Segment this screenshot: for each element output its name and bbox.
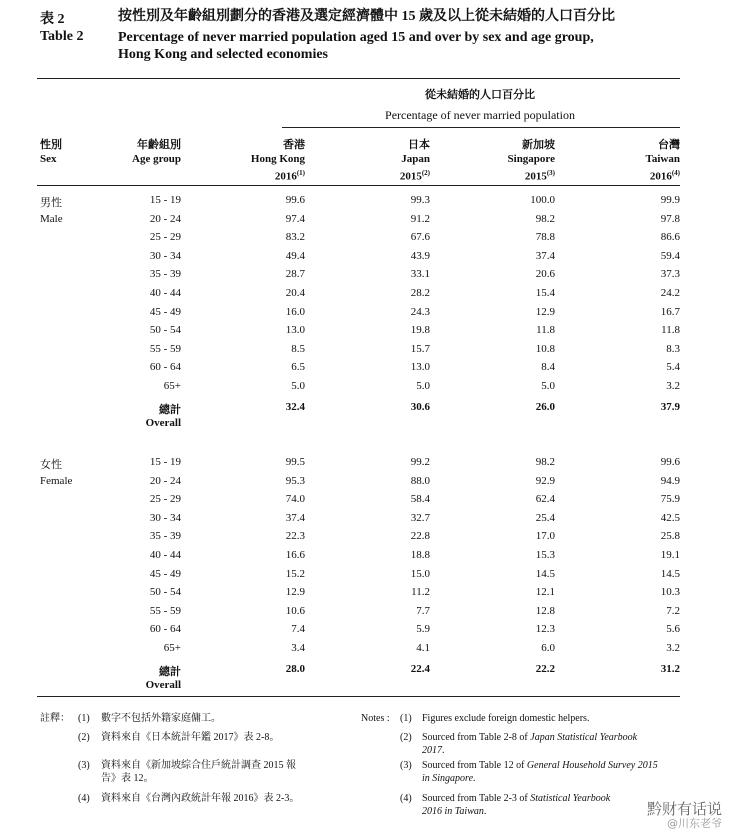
table-cell: 19.1 <box>660 549 680 561</box>
note-text-en <box>422 759 682 785</box>
title-zh: 按性別及年齡組別劃分的香港及選定經濟體中 15 歲及以上從未結婚的人口百分比 <box>118 9 615 24</box>
column-header-en: Singapore <box>507 153 555 165</box>
column-header-year <box>330 166 430 184</box>
column-year: 2016 <box>649 170 672 183</box>
table-cell: 97.4 <box>285 212 305 225</box>
table-cell: 4.1 <box>416 642 430 654</box>
table-cell: 14.5 <box>535 567 555 580</box>
table-cell: 97.8 <box>660 212 680 225</box>
age-group: 25 - 29 <box>149 493 181 506</box>
table-cell: 37.4 <box>285 511 305 524</box>
age-group: 35 - 39 <box>149 268 181 281</box>
table-cell: 42.5 <box>660 511 680 524</box>
column-note-ref: (4) <box>671 169 680 177</box>
overall-cell: 26.0 <box>535 400 555 413</box>
bottom-rule <box>37 696 680 697</box>
table-cell: 6.5 <box>291 361 305 374</box>
column-note-ref: (2) <box>421 169 430 177</box>
note-text-en-line <box>422 792 682 805</box>
watermark-text: 黔财有话说 <box>646 800 722 818</box>
age-group: 50 - 54 <box>149 586 181 599</box>
title-en-line1: Percentage of never married population aged 15 and over by sex and age group, <box>118 30 594 45</box>
note-number-zh: (4) <box>78 793 90 804</box>
table-cell: 3.4 <box>291 642 305 654</box>
table-cell: 6.0 <box>541 642 555 654</box>
column-header-2 <box>455 138 555 184</box>
sex-label-zh: 男性 <box>40 197 62 209</box>
age-group: 15 - 19 <box>149 194 181 206</box>
note-text-plain: Sourced from Table 12 of <box>422 760 527 771</box>
table-cell: 95.3 <box>285 474 305 487</box>
table-cell: 5.0 <box>291 380 305 392</box>
age-group: 55 - 59 <box>149 342 181 355</box>
table-cell: 8.3 <box>666 342 680 355</box>
note-text-plain: . <box>473 773 476 784</box>
table-cell: 16.6 <box>285 549 305 561</box>
table-cell: 67.6 <box>410 231 430 244</box>
overall-cell: 30.6 <box>410 400 430 413</box>
overall-cell: 37.9 <box>660 400 680 413</box>
note-number-en: (2) <box>400 732 412 743</box>
table-cell: 43.9 <box>410 249 430 262</box>
column-header-3 <box>580 138 680 184</box>
column-header-zh: 台灣 <box>658 139 680 151</box>
age-group: 25 - 29 <box>149 231 181 244</box>
note-text-italic: Statistical Yearbook <box>530 793 611 804</box>
table-cell: 37.3 <box>660 268 680 281</box>
table-cell: 37.4 <box>535 249 555 262</box>
note-text-plain: . <box>442 745 445 756</box>
age-group: 35 - 39 <box>149 530 181 543</box>
note-text-italic: in Singapore <box>422 773 474 784</box>
note-text-plain: . <box>483 806 487 817</box>
age-group: 45 - 49 <box>149 567 181 580</box>
table-cell: 75.9 <box>660 493 680 506</box>
note-text-zh-line: 資料來自《新加坡綜合住戶統計調查 2015 報 <box>101 760 296 771</box>
table-cell: 20.4 <box>285 287 305 299</box>
table-label-en: Table 2 <box>40 29 84 44</box>
table-cell: 88.0 <box>410 474 430 487</box>
column-header-en: Taiwan <box>645 153 680 165</box>
table-cell: 98.2 <box>535 212 555 225</box>
age-group: 20 - 24 <box>149 474 181 487</box>
table-cell: 28.7 <box>285 268 305 281</box>
table-cell: 62.4 <box>535 493 555 506</box>
note-text-en-line <box>422 759 682 772</box>
note-text-en <box>422 712 682 725</box>
table-cell: 20.6 <box>535 268 555 281</box>
note-text-zh <box>101 792 326 805</box>
table-cell: 11.8 <box>536 324 555 337</box>
column-header-0 <box>205 138 305 184</box>
age-header-zh: 年齡組別 <box>137 139 181 151</box>
table-cell: 12.9 <box>285 586 305 599</box>
overall-label-en: Overall <box>145 678 181 691</box>
note-text-zh-line: 資料來自《台灣內政統計年報 2016》表 2-3。 <box>101 793 300 804</box>
note-text-en-line2 <box>422 772 682 785</box>
note-text-italic: 2017 <box>422 745 442 756</box>
table-cell: 86.6 <box>660 231 680 244</box>
table-cell: 5.4 <box>666 361 680 374</box>
age-group: 60 - 64 <box>149 623 181 636</box>
table-cell: 22.8 <box>410 530 430 543</box>
table-cell: 24.3 <box>410 305 430 318</box>
note-text-plain: Sourced from Table 2-8 of <box>422 732 531 743</box>
overall-label-zh: 總計 <box>159 665 181 678</box>
table-cell: 10.3 <box>660 586 680 599</box>
table-cell: 28.2 <box>410 287 430 299</box>
table-cell: 8.4 <box>541 361 555 374</box>
note-number-en: (4) <box>400 793 412 804</box>
age-header-en: Age group <box>132 153 181 165</box>
table-cell: 14.5 <box>660 567 680 580</box>
overall-label-zh: 總計 <box>159 403 181 416</box>
note-text-italic: General Household Survey 2015 <box>526 760 658 771</box>
table-cell: 8.5 <box>291 342 305 355</box>
table-cell: 19.8 <box>410 324 430 337</box>
column-header-zh: 香港 <box>283 139 305 151</box>
table-cell: 3.2 <box>666 642 680 654</box>
sex-label-en: Male <box>40 212 63 225</box>
column-year: 2015 <box>524 170 547 183</box>
note-text-plain: Figures exclude foreign domestic helpers. <box>422 713 590 724</box>
table-cell: 11.8 <box>661 324 680 337</box>
table-cell: 58.4 <box>410 493 430 506</box>
span-header-rule <box>282 127 680 128</box>
table-cell: 3.2 <box>666 380 680 392</box>
table-cell: 22.3 <box>285 530 305 543</box>
table-cell: 32.7 <box>410 511 430 524</box>
table-cell: 99.3 <box>410 194 430 206</box>
table-cell: 94.9 <box>660 474 680 487</box>
column-year: 2016 <box>274 170 297 183</box>
column-note-ref: (1) <box>296 169 305 177</box>
table-cell: 15.0 <box>410 567 430 580</box>
table-cell: 13.0 <box>285 324 305 337</box>
span-header-zh: 從未結婚的人口百分比 <box>425 89 535 101</box>
table-cell: 15.7 <box>410 342 430 355</box>
title-en-line2: Hong Kong and selected economies <box>118 47 328 62</box>
note-text-zh-line: 資料來自《日本統計年鑑 2017》表 2-8。 <box>101 732 280 743</box>
table-cell: 5.6 <box>666 623 680 636</box>
table-cell: 5.0 <box>541 380 555 392</box>
note-text-zh-line: 數字不包括外籍家庭傭工。 <box>101 713 221 724</box>
column-header-year <box>205 166 305 184</box>
table-cell: 59.4 <box>660 249 680 262</box>
column-header-zh: 新加坡 <box>522 139 555 151</box>
table-cell: 99.6 <box>660 456 680 468</box>
age-group: 30 - 34 <box>149 511 181 524</box>
overall-cell: 32.4 <box>285 400 305 413</box>
table-cell: 91.2 <box>410 212 430 225</box>
table-label-zh: 表 2 <box>40 12 65 27</box>
note-text-italic: Japan Statistical Yearbook <box>530 732 638 743</box>
column-header-year <box>580 166 680 184</box>
table-cell: 100.0 <box>530 194 555 206</box>
table-cell: 25.8 <box>660 530 680 543</box>
note-number-en: (3) <box>400 760 412 771</box>
table-cell: 10.8 <box>535 342 555 355</box>
table-cell: 5.9 <box>416 623 430 636</box>
column-header-zh: 日本 <box>408 139 430 151</box>
age-group: 30 - 34 <box>149 249 181 262</box>
sex-label-en: Female <box>40 474 73 487</box>
table-cell: 83.2 <box>285 231 305 244</box>
note-text-en <box>422 731 682 757</box>
table-cell: 78.8 <box>535 231 555 244</box>
notes-label-en: Notes : <box>361 713 390 724</box>
column-year: 2015 <box>399 170 422 183</box>
column-header-en: Japan <box>401 153 430 165</box>
table-cell: 74.0 <box>285 493 305 506</box>
overall-cell: 22.2 <box>535 662 555 675</box>
notes-label-zh: 註釋： <box>40 713 70 724</box>
table-cell: 7.2 <box>666 604 680 617</box>
table-cell: 5.0 <box>416 380 430 392</box>
table-cell: 12.1 <box>535 586 555 599</box>
table-cell: 10.6 <box>285 604 305 617</box>
table-cell: 12.3 <box>535 623 555 636</box>
sex-label-zh: 女性 <box>40 459 62 471</box>
note-text-italic: 2016 in Taiwan <box>422 806 484 817</box>
note-text-en-line <box>422 712 682 725</box>
column-note-ref: (3) <box>546 169 555 177</box>
sex-header-en: Sex <box>40 153 57 165</box>
column-header-1 <box>330 138 430 184</box>
table-cell: 33.1 <box>410 268 430 281</box>
table-cell: 49.4 <box>285 249 305 262</box>
table-cell: 7.4 <box>291 623 305 636</box>
table-cell: 18.8 <box>410 549 430 561</box>
table-cell: 12.8 <box>535 604 555 617</box>
age-group: 40 - 44 <box>149 549 181 561</box>
table-cell: 99.9 <box>660 194 680 206</box>
note-number-zh: (2) <box>78 732 90 743</box>
overall-cell: 22.4 <box>410 662 430 675</box>
top-rule <box>37 78 680 79</box>
note-text-zh <box>101 731 326 744</box>
column-header-year <box>455 166 555 184</box>
age-group: 65+ <box>163 380 181 392</box>
span-header-en: Percentage of never married population <box>385 108 575 122</box>
table-cell: 15.3 <box>535 549 555 561</box>
age-group: 50 - 54 <box>149 324 181 337</box>
overall-cell: 28.0 <box>285 662 305 675</box>
table-cell: 7.7 <box>416 604 430 617</box>
table-cell: 17.0 <box>535 530 555 543</box>
overall-label-en: Overall <box>145 416 181 429</box>
note-text-plain: Sourced from Table 2-3 of <box>422 793 531 804</box>
column-header-en: Hong Kong <box>250 153 305 165</box>
note-text-en-line <box>422 731 682 744</box>
note-text-en-line2 <box>422 744 682 757</box>
age-group: 20 - 24 <box>149 212 181 225</box>
age-group: 40 - 44 <box>149 287 181 299</box>
table-cell: 92.9 <box>535 474 555 487</box>
table-cell: 99.6 <box>285 194 305 206</box>
sex-header-zh: 性別 <box>40 139 62 151</box>
table-cell: 13.0 <box>410 361 430 374</box>
table-cell: 15.2 <box>285 567 305 580</box>
note-number-en: (1) <box>400 713 412 724</box>
table-cell: 99.5 <box>285 456 305 468</box>
watermark-handle: @川东老爷 <box>667 817 722 830</box>
age-header <box>100 138 181 166</box>
age-group: 60 - 64 <box>149 361 181 374</box>
note-text-zh <box>101 759 326 785</box>
note-text-en-line2 <box>422 805 682 818</box>
note-text-en <box>422 792 682 818</box>
age-group: 15 - 19 <box>149 456 181 468</box>
sex-header <box>40 138 62 166</box>
table-cell: 16.7 <box>660 305 680 318</box>
header-bottom-rule <box>37 185 680 186</box>
table-cell: 99.2 <box>410 456 430 468</box>
table-cell: 12.9 <box>535 305 555 318</box>
note-number-zh: (1) <box>78 713 90 724</box>
note-text-zh-line2: 告》表 12。 <box>101 773 154 784</box>
table-cell: 11.2 <box>411 586 430 599</box>
note-number-zh: (3) <box>78 760 90 771</box>
table-cell: 24.2 <box>660 287 680 299</box>
table-cell: 25.4 <box>535 511 555 524</box>
table-cell: 15.4 <box>535 287 555 299</box>
age-group: 65+ <box>163 642 181 654</box>
table-cell: 98.2 <box>535 456 555 468</box>
age-group: 45 - 49 <box>149 305 181 318</box>
age-group: 55 - 59 <box>149 604 181 617</box>
overall-cell: 31.2 <box>660 662 680 675</box>
table-cell: 16.0 <box>285 305 305 318</box>
note-text-zh <box>101 712 326 725</box>
